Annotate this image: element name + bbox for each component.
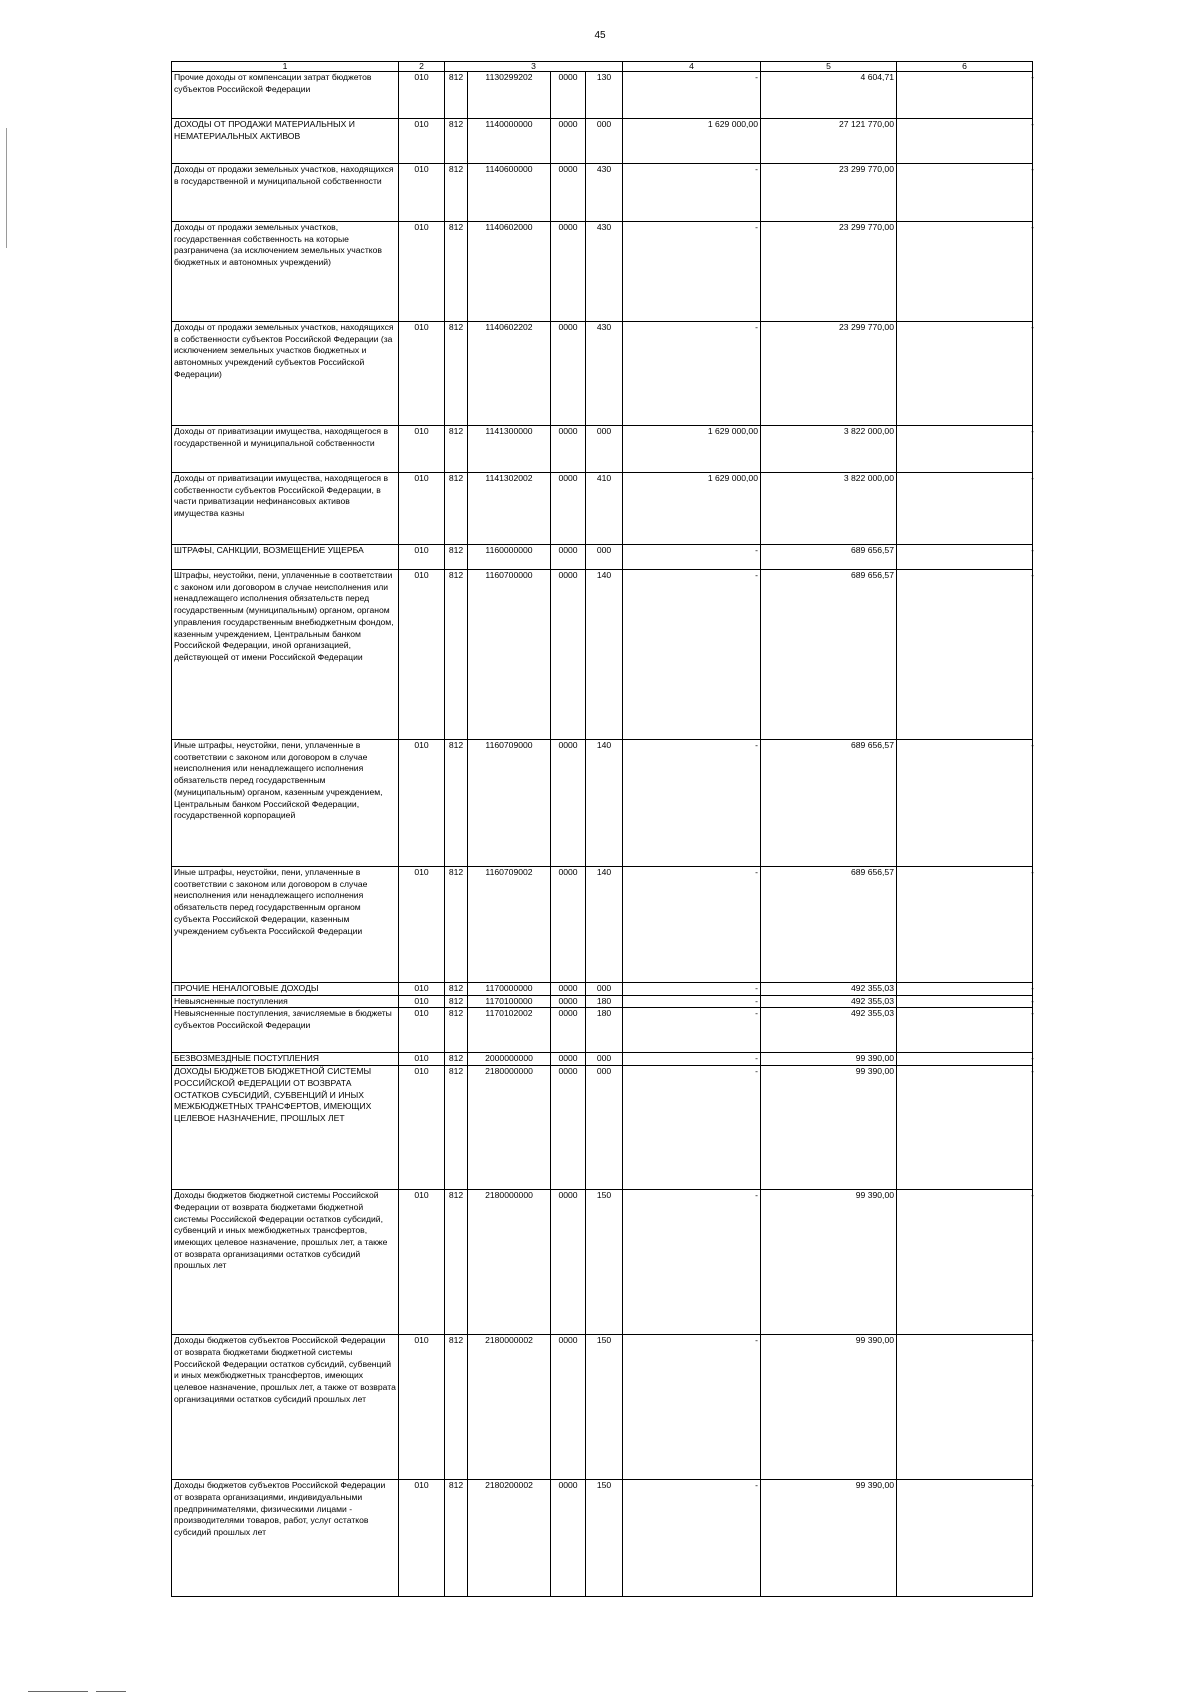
program-code: 0000 xyxy=(551,1066,586,1190)
row-name: Доходы от приватизации имущества, находящегося в государственной и муниципальной собственности xyxy=(172,426,399,473)
row-name: БЕЗВОЗМЕЗДНЫЕ ПОСТУПЛЕНИЯ xyxy=(172,1053,399,1066)
table-row xyxy=(172,473,1033,545)
admin-code: 812 xyxy=(445,1053,468,1066)
line-code: 010 xyxy=(399,867,445,983)
amount-col6 xyxy=(897,119,1033,164)
amount-actual: 4 604,71 xyxy=(761,72,897,119)
line-code: 010 xyxy=(399,322,445,426)
kosgu-code: 150 xyxy=(586,1190,623,1335)
column-header-3: 3 xyxy=(445,62,623,72)
row-name: Доходы от продажи земельных участков, государственная собственность на которые разграничена (за исключением земельных участков бюджетных и автономных учреждений) xyxy=(172,222,399,322)
scan-artifact-line xyxy=(28,1691,88,1692)
row-name: ШТРАФЫ, САНКЦИИ, ВОЗМЕЩЕНИЕ УЩЕРБА xyxy=(172,545,399,570)
amount-col6 xyxy=(897,570,1033,740)
row-name: Доходы от продажи земельных участков, находящихся в государственной и муниципальной собственности xyxy=(172,164,399,222)
amount-plan: - xyxy=(623,545,761,570)
admin-code: 812 xyxy=(445,164,468,222)
amount-actual: 99 390,00 xyxy=(761,1053,897,1066)
amount-col6-value: - xyxy=(1031,995,1034,1006)
amount-actual: 23 299 770,00 xyxy=(761,164,897,222)
kosgu-code: 180 xyxy=(586,995,623,1008)
amount-actual: 689 656,57 xyxy=(761,867,897,983)
amount-plan: - xyxy=(623,983,761,996)
line-code: 010 xyxy=(399,740,445,867)
table-row xyxy=(172,72,1033,119)
program-code: 0000 xyxy=(551,164,586,222)
amount-col6 xyxy=(897,164,1033,222)
page-number: 45 xyxy=(594,30,606,41)
admin-code: 812 xyxy=(445,72,468,119)
revenue-code: 1141300000 xyxy=(468,426,551,473)
row-name: Доходы от продажи земельных участков, находящихся в собственности субъектов Российской Федерации (за исключением земельных участков бюджетных и автономных учреждений субъектов Российской Федерации) xyxy=(172,322,399,426)
amount-actual: 689 656,57 xyxy=(761,570,897,740)
table-row xyxy=(172,545,1033,570)
amount-col6-value: - xyxy=(1031,1053,1034,1064)
amount-col6 xyxy=(897,473,1033,545)
kosgu-code: 180 xyxy=(586,1008,623,1053)
revenue-code: 2000000000 xyxy=(468,1053,551,1066)
amount-actual: 689 656,57 xyxy=(761,545,897,570)
amount-col6-value: - xyxy=(1031,164,1034,174)
admin-code: 812 xyxy=(445,1335,468,1480)
amount-plan: - xyxy=(623,867,761,983)
row-name: Иные штрафы, неустойки, пени, уплаченные в соответствии с законом или договором в случае неисполнения или ненадлежащего исполнения обязательств перед государственным (муниципальным) органом, казенным учреждением, Центральным банком Российской Федерации, государственной корпорацией xyxy=(172,740,399,867)
kosgu-code: 430 xyxy=(586,322,623,426)
line-code: 010 xyxy=(399,426,445,473)
amount-plan: - xyxy=(623,1053,761,1066)
program-code: 0000 xyxy=(551,570,586,740)
scan-artifact-line xyxy=(96,1691,126,1692)
row-name: Доходы бюджетов субъектов Российской Федерации от возврата организациями, индивидуальными предпринимателями, физическими лицами - производителями товаров, работ, услуг остатков субсидий прошлых лет xyxy=(172,1480,399,1597)
revenue-code: 1140600000 xyxy=(468,164,551,222)
revenue-code: 1140602202 xyxy=(468,322,551,426)
report-body xyxy=(172,62,1033,1597)
amount-col6 xyxy=(897,1053,1033,1066)
row-name: Иные штрафы, неустойки, пени, уплаченные в соответствии с законом или договором в случае неисполнения или ненадлежащего исполнения обязательств перед государственным органом субъекта Российской Федерации, казенным учреждением субъекта Российской Федерации xyxy=(172,867,399,983)
amount-col6 xyxy=(897,222,1033,322)
kosgu-code: 000 xyxy=(586,1066,623,1190)
amount-col6-value: - xyxy=(1031,570,1034,580)
kosgu-code: 150 xyxy=(586,1480,623,1597)
row-name: Невыясненные поступления xyxy=(172,995,399,1008)
program-code: 0000 xyxy=(551,867,586,983)
kosgu-code: 150 xyxy=(586,1335,623,1480)
amount-col6 xyxy=(897,1008,1033,1053)
amount-plan: - xyxy=(623,222,761,322)
line-code: 010 xyxy=(399,983,445,996)
program-code: 0000 xyxy=(551,1053,586,1066)
amount-actual: 492 355,03 xyxy=(761,995,897,1008)
program-code: 0000 xyxy=(551,545,586,570)
revenue-code: 1160709000 xyxy=(468,740,551,867)
column-header-1: 1 xyxy=(172,62,399,72)
amount-col6 xyxy=(897,545,1033,570)
table-row xyxy=(172,1190,1033,1335)
amount-plan: - xyxy=(623,72,761,119)
revenue-code: 2180000000 xyxy=(468,1066,551,1190)
row-name: Доходы бюджетов бюджетной системы Российской Федерации от возврата бюджетами бюджетной системы Российской Федерации остатков субсидий, субвенций и иных межбюджетных трансфертов, имеющих целевое назначение, прошлых лет, а также от возврата организациями остатков субсидий прошлых лет xyxy=(172,1190,399,1335)
amount-actual: 689 656,57 xyxy=(761,740,897,867)
line-code: 010 xyxy=(399,1335,445,1480)
program-code: 0000 xyxy=(551,740,586,867)
amount-col6-value: - xyxy=(1031,867,1034,877)
admin-code: 812 xyxy=(445,867,468,983)
revenue-code: 2180200002 xyxy=(468,1480,551,1597)
kosgu-code: 140 xyxy=(586,740,623,867)
table-row xyxy=(172,322,1033,426)
admin-code: 812 xyxy=(445,983,468,996)
amount-plan: 1 629 000,00 xyxy=(623,473,761,545)
table-row xyxy=(172,983,1033,996)
table-row xyxy=(172,119,1033,164)
line-code: 010 xyxy=(399,72,445,119)
table-row xyxy=(172,867,1033,983)
admin-code: 812 xyxy=(445,570,468,740)
program-code: 0000 xyxy=(551,1008,586,1053)
amount-plan: - xyxy=(623,164,761,222)
table-row xyxy=(172,1480,1033,1597)
revenue-code: 2180000002 xyxy=(468,1335,551,1480)
program-code: 0000 xyxy=(551,322,586,426)
amount-col6-value: - xyxy=(1031,545,1034,555)
admin-code: 812 xyxy=(445,740,468,867)
amount-col6-value: - xyxy=(1031,426,1034,436)
row-name: Невыясненные поступления, зачисляемые в бюджеты субъектов Российской Федерации xyxy=(172,1008,399,1053)
line-code: 010 xyxy=(399,570,445,740)
admin-code: 812 xyxy=(445,1480,468,1597)
amount-plan: - xyxy=(623,995,761,1008)
amount-col6-value: - xyxy=(1031,740,1034,750)
amount-col6 xyxy=(897,322,1033,426)
amount-col6 xyxy=(897,1066,1033,1190)
amount-col6-value: - xyxy=(1031,222,1034,232)
amount-col6-value: - xyxy=(1031,473,1034,483)
table-row xyxy=(172,426,1033,473)
amount-actual: 27 121 770,00 xyxy=(761,119,897,164)
amount-col6 xyxy=(897,1335,1033,1480)
line-code: 010 xyxy=(399,545,445,570)
kosgu-code: 000 xyxy=(586,119,623,164)
table-row xyxy=(172,222,1033,322)
row-name: Доходы бюджетов субъектов Российской Федерации от возврата бюджетами бюджетной системы Российской Федерации остатков субсидий, субвенций и иных межбюджетных трансфертов, имеющих целевое назначение, прошлых лет, а также от возврата организациями остатков субсидий прошлых лет xyxy=(172,1335,399,1480)
program-code: 0000 xyxy=(551,995,586,1008)
row-name: ДОХОДЫ БЮДЖЕТОВ БЮДЖЕТНОЙ СИСТЕМЫ РОССИЙСКОЙ ФЕДЕРАЦИИ ОТ ВОЗВРАТА ОСТАТКОВ СУБСИДИЙ, СУБВЕНЦИЙ И ИНЫХ МЕЖБЮДЖЕТНЫХ ТРАНСФЕРТОВ, ИМЕЮЩИХ ЦЕЛЕВОЕ НАЗНАЧЕНИЕ, ПРОШЛЫХ ЛЕТ xyxy=(172,1066,399,1190)
admin-code: 812 xyxy=(445,545,468,570)
amount-col6 xyxy=(897,867,1033,983)
amount-plan: - xyxy=(623,1480,761,1597)
amount-col6 xyxy=(897,426,1033,473)
line-code: 010 xyxy=(399,1053,445,1066)
amount-col6 xyxy=(897,1190,1033,1335)
column-header-4: 4 xyxy=(623,62,761,72)
kosgu-code: 000 xyxy=(586,983,623,996)
amount-actual: 3 822 000,00 xyxy=(761,473,897,545)
table-row xyxy=(172,164,1033,222)
line-code: 010 xyxy=(399,473,445,545)
program-code: 0000 xyxy=(551,119,586,164)
amount-actual: 3 822 000,00 xyxy=(761,426,897,473)
revenue-code: 1140000000 xyxy=(468,119,551,164)
row-name: ПРОЧИЕ НЕНАЛОГОВЫЕ ДОХОДЫ xyxy=(172,983,399,996)
line-code: 010 xyxy=(399,119,445,164)
kosgu-code: 140 xyxy=(586,570,623,740)
kosgu-code: 410 xyxy=(586,473,623,545)
revenue-code: 1160000000 xyxy=(468,545,551,570)
amount-col6-value: - xyxy=(1031,1335,1034,1346)
admin-code: 812 xyxy=(445,119,468,164)
kosgu-code: 000 xyxy=(586,545,623,570)
program-code: 0000 xyxy=(551,1335,586,1480)
revenue-code: 1160700000 xyxy=(468,570,551,740)
amount-col6-value: - xyxy=(1031,1190,1034,1201)
table-row xyxy=(172,1066,1033,1190)
amount-col6-value: - xyxy=(1031,72,1034,82)
amount-actual: 23 299 770,00 xyxy=(761,222,897,322)
table-row xyxy=(172,570,1033,740)
column-header-2: 2 xyxy=(399,62,445,72)
kosgu-code: 000 xyxy=(586,1053,623,1066)
amount-col6 xyxy=(897,72,1033,119)
amount-col6 xyxy=(897,1480,1033,1597)
margin-mark xyxy=(6,128,7,248)
revenue-code: 1130299202 xyxy=(468,72,551,119)
row-name: Доходы от приватизации имущества, находящегося в собственности субъектов Российской Федерации, в части приватизации нефинансовых активов имущества казны xyxy=(172,473,399,545)
amount-col6-value: - xyxy=(1031,1480,1034,1491)
column-header-5: 5 xyxy=(761,62,897,72)
amount-actual: 99 390,00 xyxy=(761,1480,897,1597)
amount-col6-value: - xyxy=(1031,983,1034,993)
amount-plan: 1 629 000,00 xyxy=(623,426,761,473)
amount-col6-value: - xyxy=(1031,1008,1034,1019)
revenue-code: 2180000000 xyxy=(468,1190,551,1335)
column-number-row xyxy=(172,62,1033,72)
amount-actual: 492 355,03 xyxy=(761,1008,897,1053)
line-code: 010 xyxy=(399,1480,445,1597)
admin-code: 812 xyxy=(445,995,468,1008)
table-row xyxy=(172,740,1033,867)
amount-actual: 492 355,03 xyxy=(761,983,897,996)
admin-code: 812 xyxy=(445,1190,468,1335)
row-name: Штрафы, неустойки, пени, уплаченные в соответствии с законом или договором в случае неисполнения или ненадлежащего исполнения обязательств перед государственным (муниципальным) органом, органом управления государственным внебюджетным фондом, казенным учреждением, Центральным банком Российской Федерации, иной организацией, действующей от имени Российской Федерации xyxy=(172,570,399,740)
revenue-code: 1170102002 xyxy=(468,1008,551,1053)
kosgu-code: 130 xyxy=(586,72,623,119)
revenue-code: 1170100000 xyxy=(468,995,551,1008)
program-code: 0000 xyxy=(551,72,586,119)
admin-code: 812 xyxy=(445,1066,468,1190)
line-code: 010 xyxy=(399,164,445,222)
amount-col6 xyxy=(897,995,1033,1008)
amount-actual: 99 390,00 xyxy=(761,1190,897,1335)
admin-code: 812 xyxy=(445,473,468,545)
admin-code: 812 xyxy=(445,1008,468,1053)
amount-plan: - xyxy=(623,1190,761,1335)
amount-col6 xyxy=(897,983,1033,996)
amount-col6-value: - xyxy=(1031,119,1034,129)
amount-col6-value: - xyxy=(1031,322,1034,332)
table-row xyxy=(172,995,1033,1008)
amount-actual: 23 299 770,00 xyxy=(761,322,897,426)
line-code: 010 xyxy=(399,1008,445,1053)
kosgu-code: 000 xyxy=(586,426,623,473)
admin-code: 812 xyxy=(445,322,468,426)
amount-col6 xyxy=(897,740,1033,867)
revenue-code: 1160709002 xyxy=(468,867,551,983)
admin-code: 812 xyxy=(445,222,468,322)
program-code: 0000 xyxy=(551,222,586,322)
amount-plan: - xyxy=(623,570,761,740)
line-code: 010 xyxy=(399,995,445,1008)
line-code: 010 xyxy=(399,1066,445,1190)
program-code: 0000 xyxy=(551,1480,586,1597)
amount-actual: 99 390,00 xyxy=(761,1066,897,1190)
kosgu-code: 430 xyxy=(586,222,623,322)
line-code: 010 xyxy=(399,1190,445,1335)
revenue-code: 1140602000 xyxy=(468,222,551,322)
amount-plan: - xyxy=(623,322,761,426)
kosgu-code: 430 xyxy=(586,164,623,222)
kosgu-code: 140 xyxy=(586,867,623,983)
table-row xyxy=(172,1335,1033,1480)
amount-plan: - xyxy=(623,1335,761,1480)
amount-plan: - xyxy=(623,1066,761,1190)
revenue-report-table xyxy=(171,61,1033,1597)
line-code: 010 xyxy=(399,222,445,322)
row-name: Прочие доходы от компенсации затрат бюджетов субъектов Российской Федерации xyxy=(172,72,399,119)
amount-plan: 1 629 000,00 xyxy=(623,119,761,164)
amount-plan: - xyxy=(623,740,761,867)
table-row xyxy=(172,1008,1033,1053)
amount-plan: - xyxy=(623,1008,761,1053)
program-code: 0000 xyxy=(551,473,586,545)
row-name: ДОХОДЫ ОТ ПРОДАЖИ МАТЕРИАЛЬНЫХ И НЕМАТЕРИАЛЬНЫХ АКТИВОВ xyxy=(172,119,399,164)
amount-actual: 99 390,00 xyxy=(761,1335,897,1480)
program-code: 0000 xyxy=(551,426,586,473)
table-row xyxy=(172,1053,1033,1066)
amount-col6-value: - xyxy=(1031,1066,1034,1077)
revenue-code: 1141302002 xyxy=(468,473,551,545)
admin-code: 812 xyxy=(445,426,468,473)
column-header-6: 6 xyxy=(897,62,1033,72)
revenue-code: 1170000000 xyxy=(468,983,551,996)
program-code: 0000 xyxy=(551,1190,586,1335)
program-code: 0000 xyxy=(551,983,586,996)
